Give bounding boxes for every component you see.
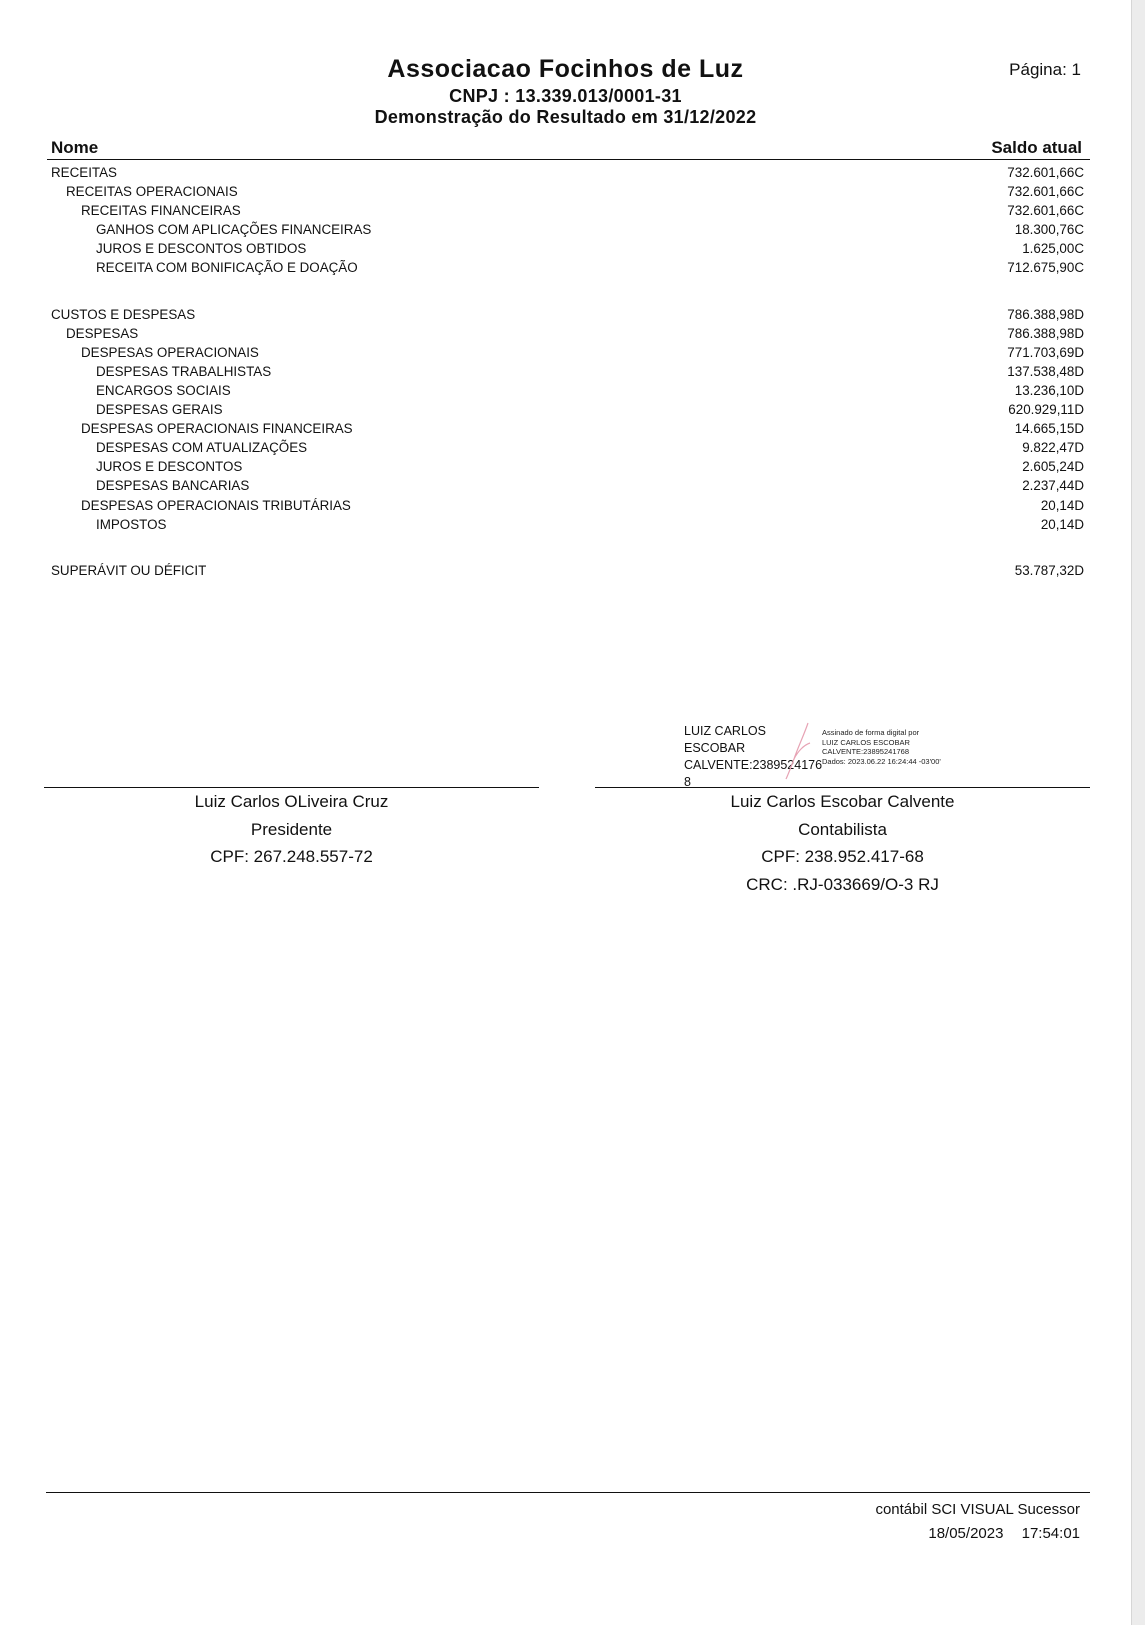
- table-row: [51, 324, 1084, 343]
- company-cnpj: CNPJ : 13.339.013/0001-31: [449, 86, 682, 106]
- row-value: 2.237,44D: [1022, 478, 1084, 494]
- table-row: [51, 496, 1084, 515]
- table-row: [51, 400, 1084, 419]
- footer-time: 17:54:01: [1021, 1525, 1080, 1542]
- digital-signature-stamp: [684, 723, 974, 789]
- row-spacer: [51, 278, 1084, 305]
- digital-signature-name: LUIZ CARLOS ESCOBAR CALVENTE:2389524176 8: [684, 724, 823, 789]
- signer-role: Contabilista: [798, 819, 887, 839]
- table-row: [51, 258, 1084, 277]
- table-row: [51, 239, 1084, 258]
- page-number: Página: 1: [1009, 60, 1081, 79]
- row-label: ENCARGOS SOCIAIS: [96, 382, 231, 398]
- table-row: [51, 457, 1084, 476]
- row-value: 732.601,66C: [1007, 203, 1084, 219]
- row-value: 712.675,90C: [1007, 260, 1084, 276]
- row-value: 620.929,11D: [1008, 402, 1084, 418]
- row-value: 786.388,98D: [1007, 325, 1084, 341]
- table-row: [51, 163, 1084, 182]
- row-value: 14.665,15D: [1014, 421, 1084, 437]
- row-value: 137.538,48D: [1007, 363, 1084, 379]
- table-row: [51, 438, 1084, 457]
- company-name: Associacao Focinhos de Luz: [387, 55, 744, 83]
- row-label: SUPERÁVIT OU DÉFICIT: [51, 562, 207, 578]
- row-label: DESPESAS OPERACIONAIS: [81, 344, 259, 360]
- table-row: [51, 476, 1084, 495]
- row-label: RECEITAS OPERACIONAIS: [66, 184, 238, 200]
- footer-divider: [46, 1492, 1090, 1493]
- table-row: [51, 381, 1084, 400]
- row-value: 13.236,10D: [1014, 382, 1084, 398]
- signer-cpf: CPF: 238.952.417-68: [761, 847, 924, 866]
- row-label: DESPESAS: [66, 325, 139, 341]
- row-label: IMPOSTOS: [96, 516, 167, 532]
- row-label: DESPESAS OPERACIONAIS TRIBUTÁRIAS: [81, 497, 351, 513]
- column-header-name: Nome: [51, 138, 99, 157]
- column-header-balance: Saldo atual: [991, 138, 1082, 157]
- digital-signature-details: Assinado de forma digital por LUIZ CARLOS ESCOBAR CALVENTE:23895241768 Dados: 2023.06.22 16:24:44 -03'00': [822, 728, 941, 766]
- row-value: 732.601,66C: [1007, 165, 1084, 180]
- footer-software: contábil SCI VISUAL Sucessor: [875, 1501, 1080, 1518]
- row-label: DESPESAS GERAIS: [96, 402, 223, 418]
- row-label: RECEITAS FINANCEIRAS: [81, 203, 241, 219]
- signature-mark-icon: [784, 721, 824, 781]
- row-value: 771.703,69D: [1007, 344, 1084, 360]
- row-label: GANHOS COM APLICAÇÕES FINANCEIRAS: [96, 222, 372, 238]
- row-value: 20,14D: [1040, 516, 1084, 532]
- row-value: 732.601,66C: [1007, 184, 1084, 200]
- row-spacer: [51, 534, 1084, 561]
- income-statement-table: [51, 163, 1084, 580]
- footer-date: 18/05/2023: [928, 1525, 1004, 1542]
- row-label: CUSTOS E DESPESAS: [51, 306, 196, 322]
- row-label: DESPESAS BANCARIAS: [96, 478, 250, 494]
- row-value: 786.388,98D: [1007, 306, 1084, 322]
- row-label: DESPESAS COM ATUALIZAÇÕES: [96, 440, 308, 456]
- row-label: JUROS E DESCONTOS: [96, 459, 243, 475]
- row-value: 9.822,47D: [1022, 440, 1084, 456]
- row-value: 53.787,32D: [1014, 562, 1084, 578]
- footer-timestamp: [928, 1525, 1080, 1542]
- table-row: [51, 305, 1084, 324]
- signature-block-president: [44, 788, 539, 871]
- row-label: RECEITAS: [51, 165, 117, 180]
- signer-cpf: CPF: 267.248.557-72: [210, 847, 373, 866]
- table-row: [51, 343, 1084, 362]
- row-value: 2.605,24D: [1022, 459, 1084, 475]
- row-label: DESPESAS TRABALHISTAS: [96, 363, 272, 379]
- row-label: JUROS E DESCONTOS OBTIDOS: [96, 241, 307, 257]
- row-value: 18.300,76C: [1014, 222, 1084, 238]
- table-row: [51, 182, 1084, 201]
- row-label: RECEITA COM BONIFICAÇÃO E DOAÇÃO: [96, 260, 358, 276]
- table-row: [51, 419, 1084, 438]
- signer-name: Luiz Carlos Escobar Calvente: [730, 792, 955, 811]
- report-title: Demonstração do Resultado em 31/12/2022: [374, 107, 757, 127]
- table-row: [51, 515, 1084, 534]
- table-row: [51, 362, 1084, 381]
- signature-block-accountant: [595, 788, 1090, 898]
- header-divider: [47, 159, 1090, 160]
- row-label: DESPESAS OPERACIONAIS FINANCEIRAS: [81, 421, 353, 437]
- table-row: [51, 201, 1084, 220]
- signer-role: Presidente: [250, 819, 333, 839]
- table-row-result: [51, 561, 1084, 580]
- signer-crc: CRC: .RJ-033669/O-3 RJ: [746, 874, 939, 894]
- row-value: 20,14D: [1040, 497, 1084, 513]
- signer-name: Luiz Carlos OLiveira Cruz: [194, 792, 389, 811]
- row-value: 1.625,00C: [1022, 241, 1084, 257]
- table-row: [51, 220, 1084, 239]
